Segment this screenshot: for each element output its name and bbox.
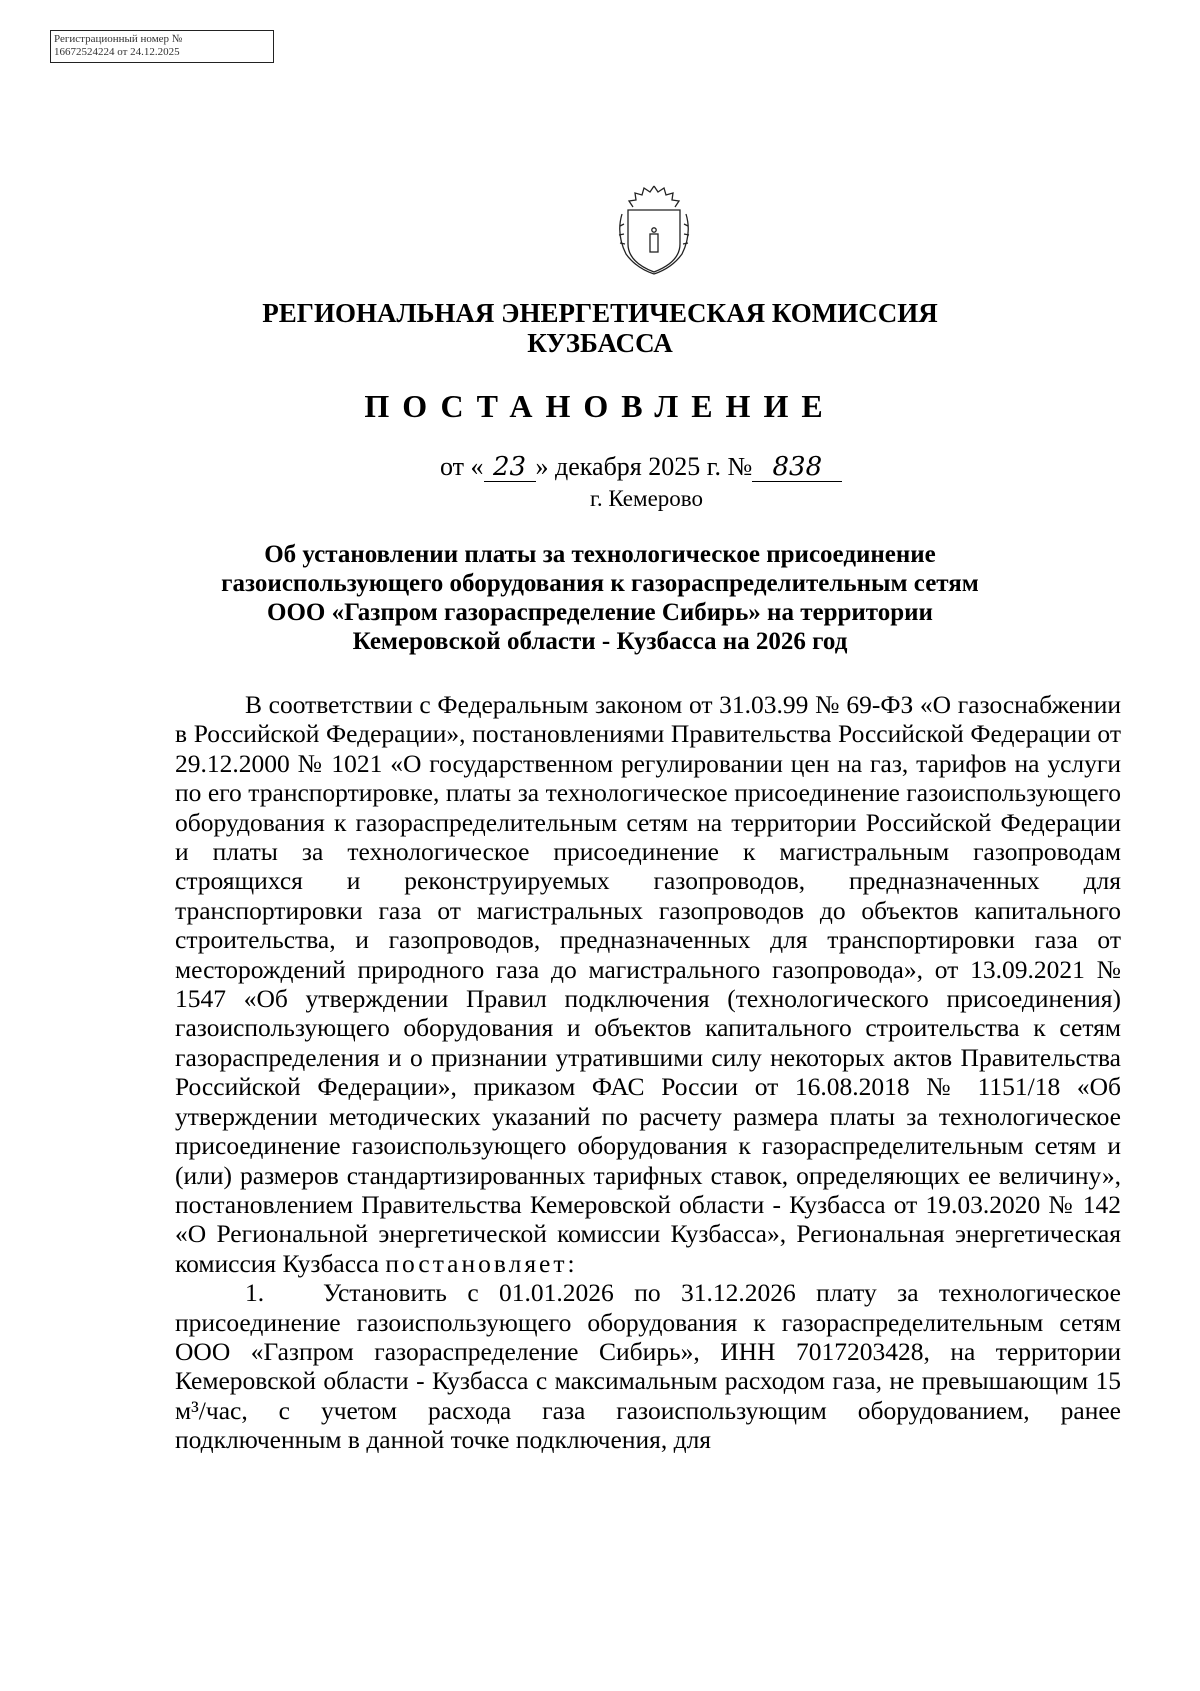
dateline-prefix: от « — [440, 452, 484, 481]
subject-line4: Кемеровской области - Кузбасса на 2026 год — [352, 628, 848, 655]
preamble-text: В соответствии с Федеральным законом от 31.03.99 № 69-ФЗ «О газоснабжении в Российской Федерации», постановлениями Правительства Российской Федерации от 29.12.2000 № 1021 «О государственном регулировании цен на газ, тарифов на услуги по его транспортировке, платы за технологическое присоединение газоиспользующего оборудования к газораспределительным сетям на территории Российской Федерации и платы за технологическое присоединение к магистральным газопроводам строящихся и реконструируемых газопроводов, предназначенных для транспортировки газа от магистральных газопроводов до объектов капитального строительства, и газопроводов, предназначенных для транспортировки газа от месторождений природного газа до магистрального газопровода», от 13.09.2021 № 1547 «Об утверждении Правил подключения (технологического присоединения) газоиспользующего оборудования и объектов капитального строительства к сетям газораспределения и о признании утратившими силу некоторых актов Правительства Российской Федерации», приказом ФАС России от 16.08.2018 № 1151/18 «Об утверждении методических указаний по расчету размера платы за технологическое присоединение газоиспользующего оборудования к газораспределительным сетям и (или) размеров стандартизированных тарифных ставок, определяющих ее величину», постановлением Правительства Кемеровской области - Кузбасса от 19.03.2020 № 142 «О Региональной энергетической комиссии Кузбасса», Региональная энергетическая комиссия Кузбасса — [175, 690, 1121, 1278]
dateline-middle: » декабря 2025 г. № — [535, 452, 753, 481]
item-1-text: Установить с 01.01.2026 по 31.12.2026 плату за технологическое присоединение газоиспользующего оборудования к газораспределительным сетям ООО «Газпром газораспределение Сибирь», ИНН 7017203428, на территории Кемеровской области - Кузбасса с максимальным расходом газа, не превышающим 15 м³/час, с учетом расхода газа газоиспользующим оборудованием, ранее подключенным в данной точке подключения, для — [175, 1278, 1121, 1455]
item-1-number: 1. — [245, 1278, 265, 1308]
item-1-paragraph — [175, 1278, 1121, 1454]
resolves-word: постановляет: — [385, 1248, 578, 1278]
organization-name-line2: КУЗБАССА — [527, 328, 673, 358]
registration-stamp — [50, 30, 274, 63]
city-line: г. Кемерово — [590, 486, 703, 511]
document-subject — [160, 540, 1040, 656]
preamble-paragraph — [175, 690, 1121, 1278]
document-body — [175, 690, 1121, 1455]
document-dateline — [440, 452, 842, 482]
subject-line3: ООО «Газпром газораспределение Сибирь» на территории — [267, 599, 933, 626]
organization-name-line1: РЕГИОНАЛЬНАЯ ЭНЕРГЕТИЧЕСКАЯ КОМИССИЯ — [262, 298, 938, 328]
registration-stamp-line2: 16672524224 от 24.12.2025 — [54, 46, 180, 58]
document-type-title: ПОСТАНОВЛЕНИЕ — [364, 388, 836, 424]
kuzbass-coat-of-arms-icon — [610, 180, 698, 280]
subject-line2: газоиспользующего оборудования к газораспределительным сетям — [221, 570, 979, 597]
handwritten-day: 23 — [484, 453, 536, 482]
registration-stamp-line1: Регистрационный номер № — [54, 33, 183, 45]
handwritten-number: 838 — [752, 453, 842, 482]
subject-line1: Об установлении платы за технологическое присоединение — [264, 541, 936, 568]
